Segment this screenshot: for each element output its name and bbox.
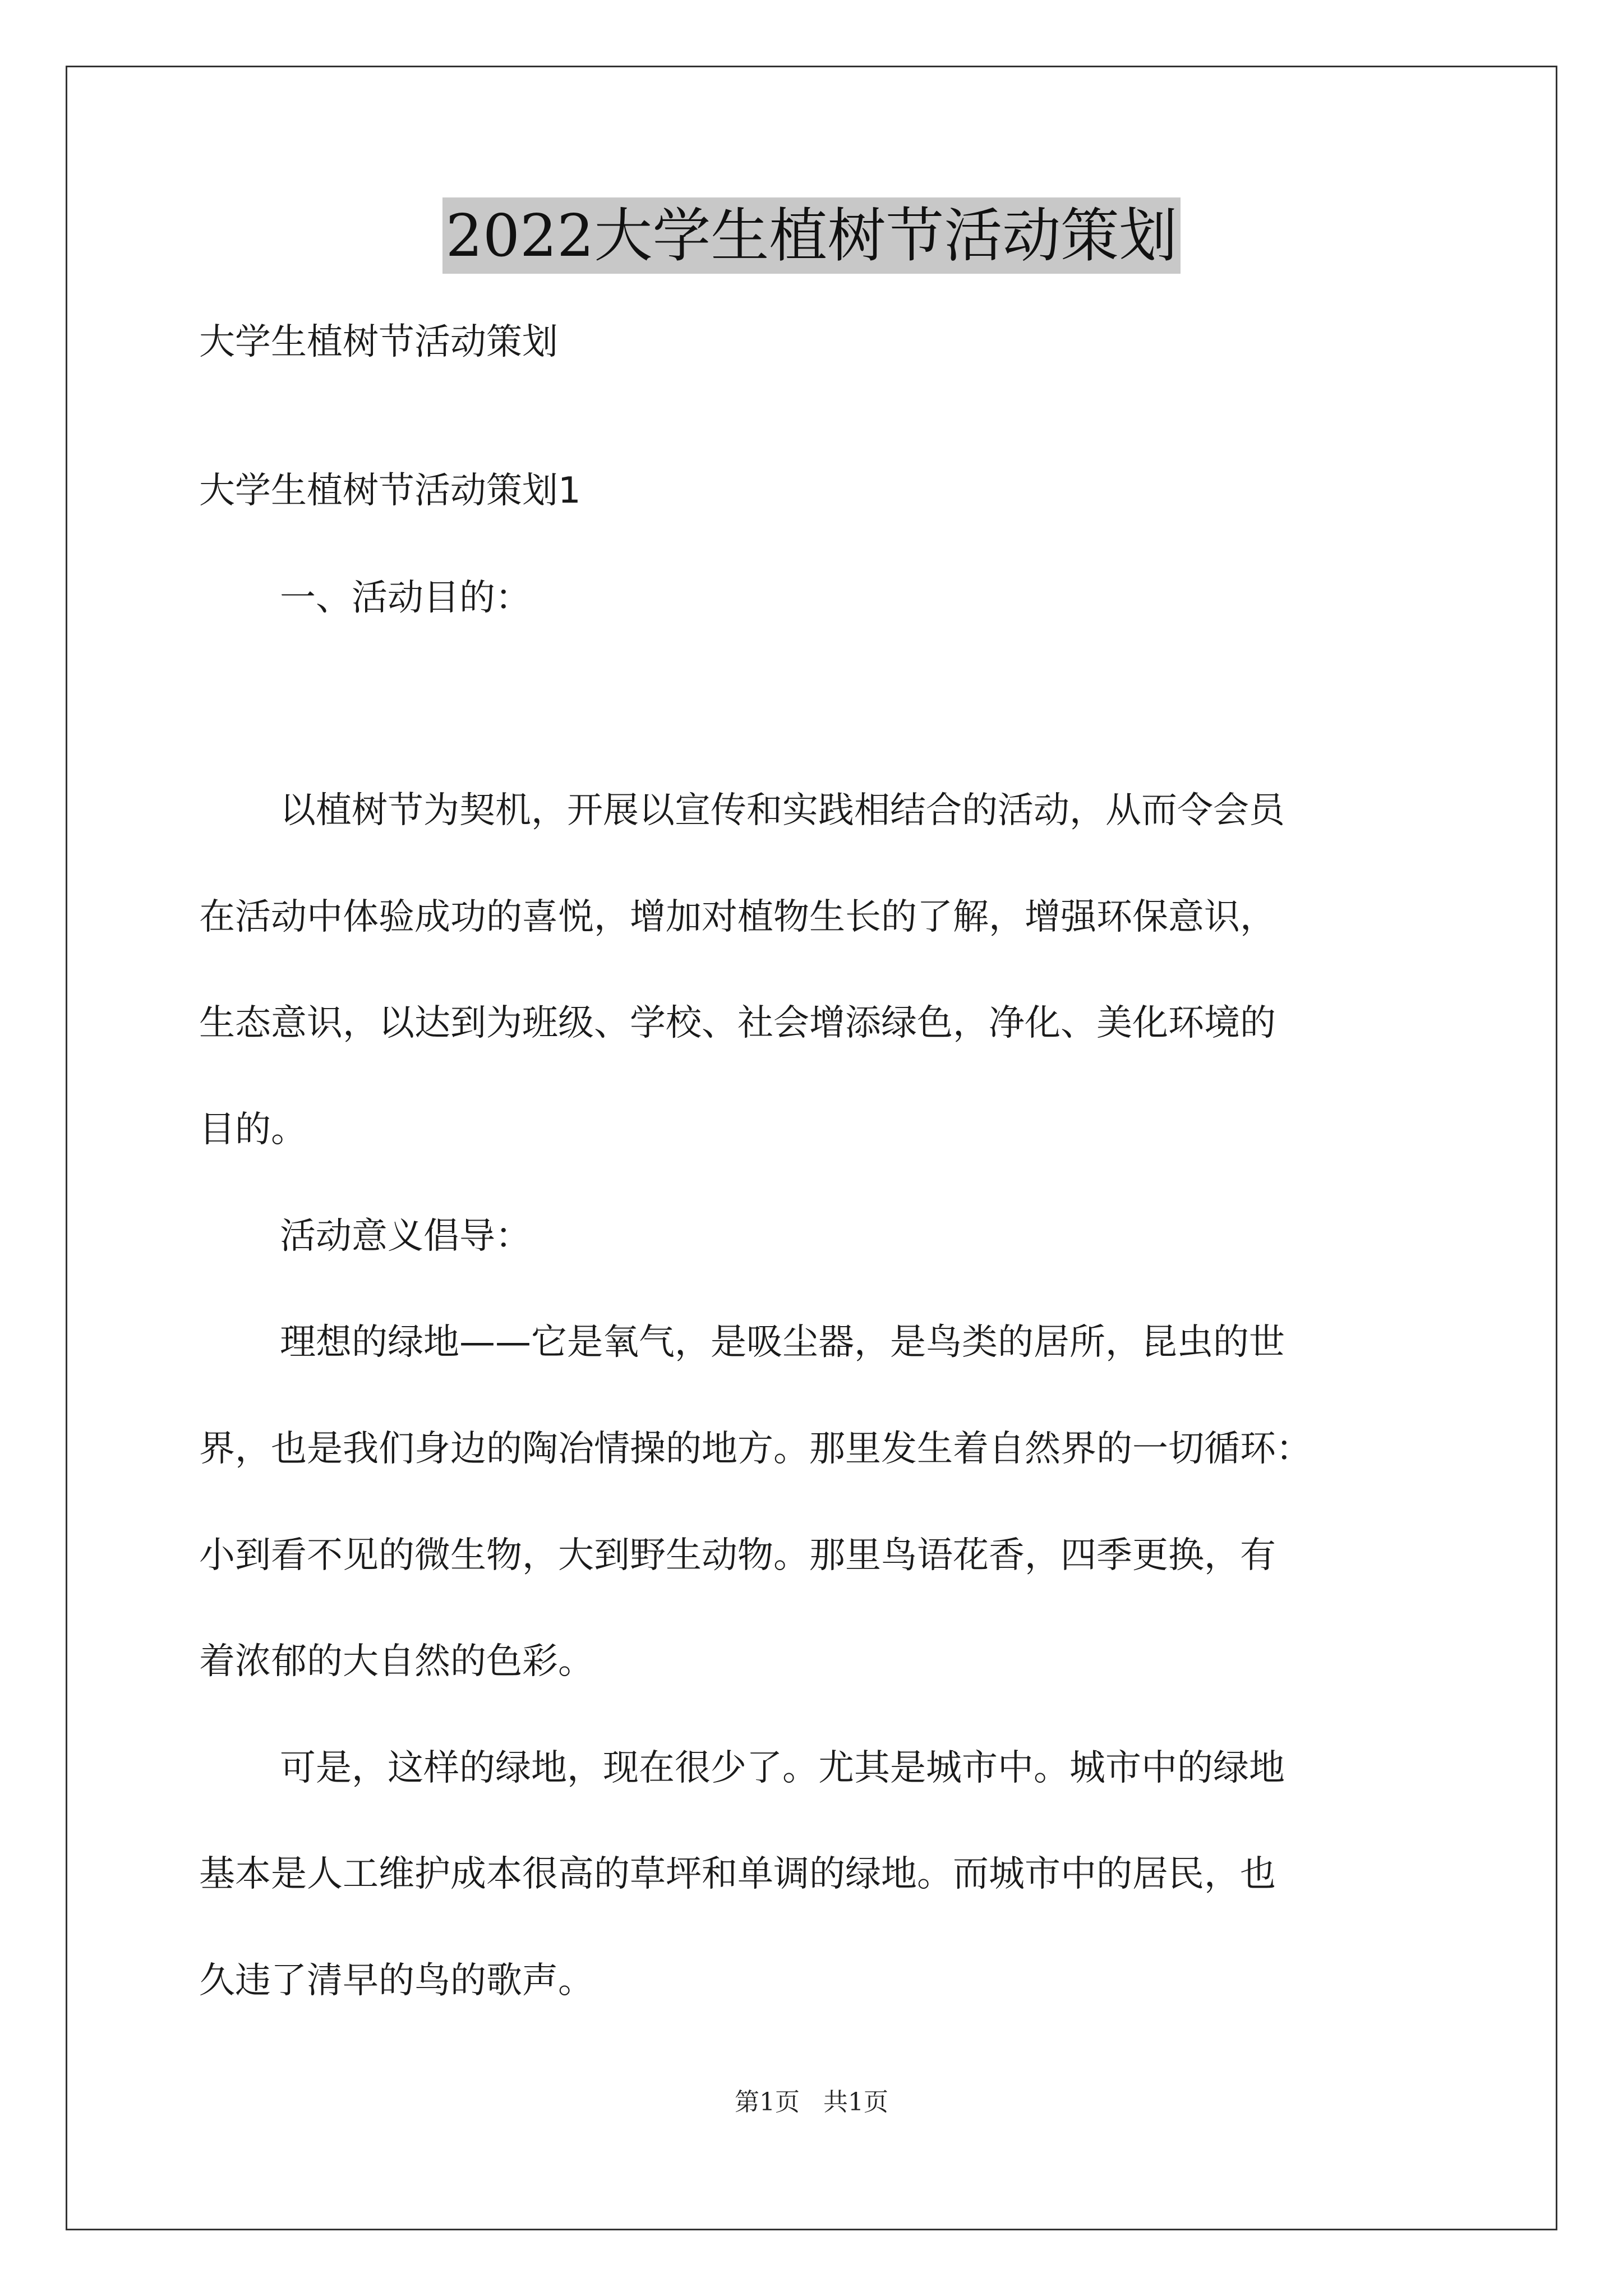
subtitle-line: 大学生植树节活动策划	[199, 321, 558, 363]
document-title: 2022大学生植树节活动策划	[442, 197, 1181, 274]
paragraph-line: 理想的绿地——它是氧气，是吸尘器，是鸟类的居所，昆虫的世	[280, 1322, 1285, 1363]
paragraph-line: 生态意识，以达到为班级、学校、社会增添绿色，净化、美化环境的	[199, 1002, 1276, 1044]
paragraph-line: 久违了清早的鸟的歌声。	[199, 1960, 594, 2001]
paragraph-line: 着浓郁的大自然的色彩。	[199, 1641, 594, 1682]
paragraph-line: 一、活动目的：	[280, 577, 531, 619]
paragraph-line: 基本是人工维护成本很高的草坪和单调的绿地。而城市中的居民，也	[199, 1853, 1276, 1895]
paragraph-line: 界，也是我们身边的陶冶情操的地方。那里发生着自然界的一切循环：	[199, 1428, 1312, 1470]
paragraph-line: 以植树节为契机，开展以宣传和实践相结合的活动，从而令会员	[280, 790, 1285, 831]
title-wrap	[0, 197, 1623, 274]
page-footer: 第1页 共1页	[735, 2088, 888, 2116]
paragraph-line: 目的。	[199, 1109, 307, 1151]
paragraph-line: 小到看不见的微生物，大到野生动物。那里鸟语花香，四季更换，有	[199, 1535, 1276, 1576]
paragraph-line: 活动意义倡导：	[280, 1216, 531, 1257]
section-heading: 大学生植树节活动策划1	[199, 470, 581, 512]
paragraph-line: 在活动中体验成功的喜悦，增加对植物生长的了解，增强环保意识，	[199, 896, 1276, 938]
paragraph-line: 可是，这样的绿地，现在很少了。尤其是城市中。城市中的绿地	[280, 1747, 1285, 1789]
